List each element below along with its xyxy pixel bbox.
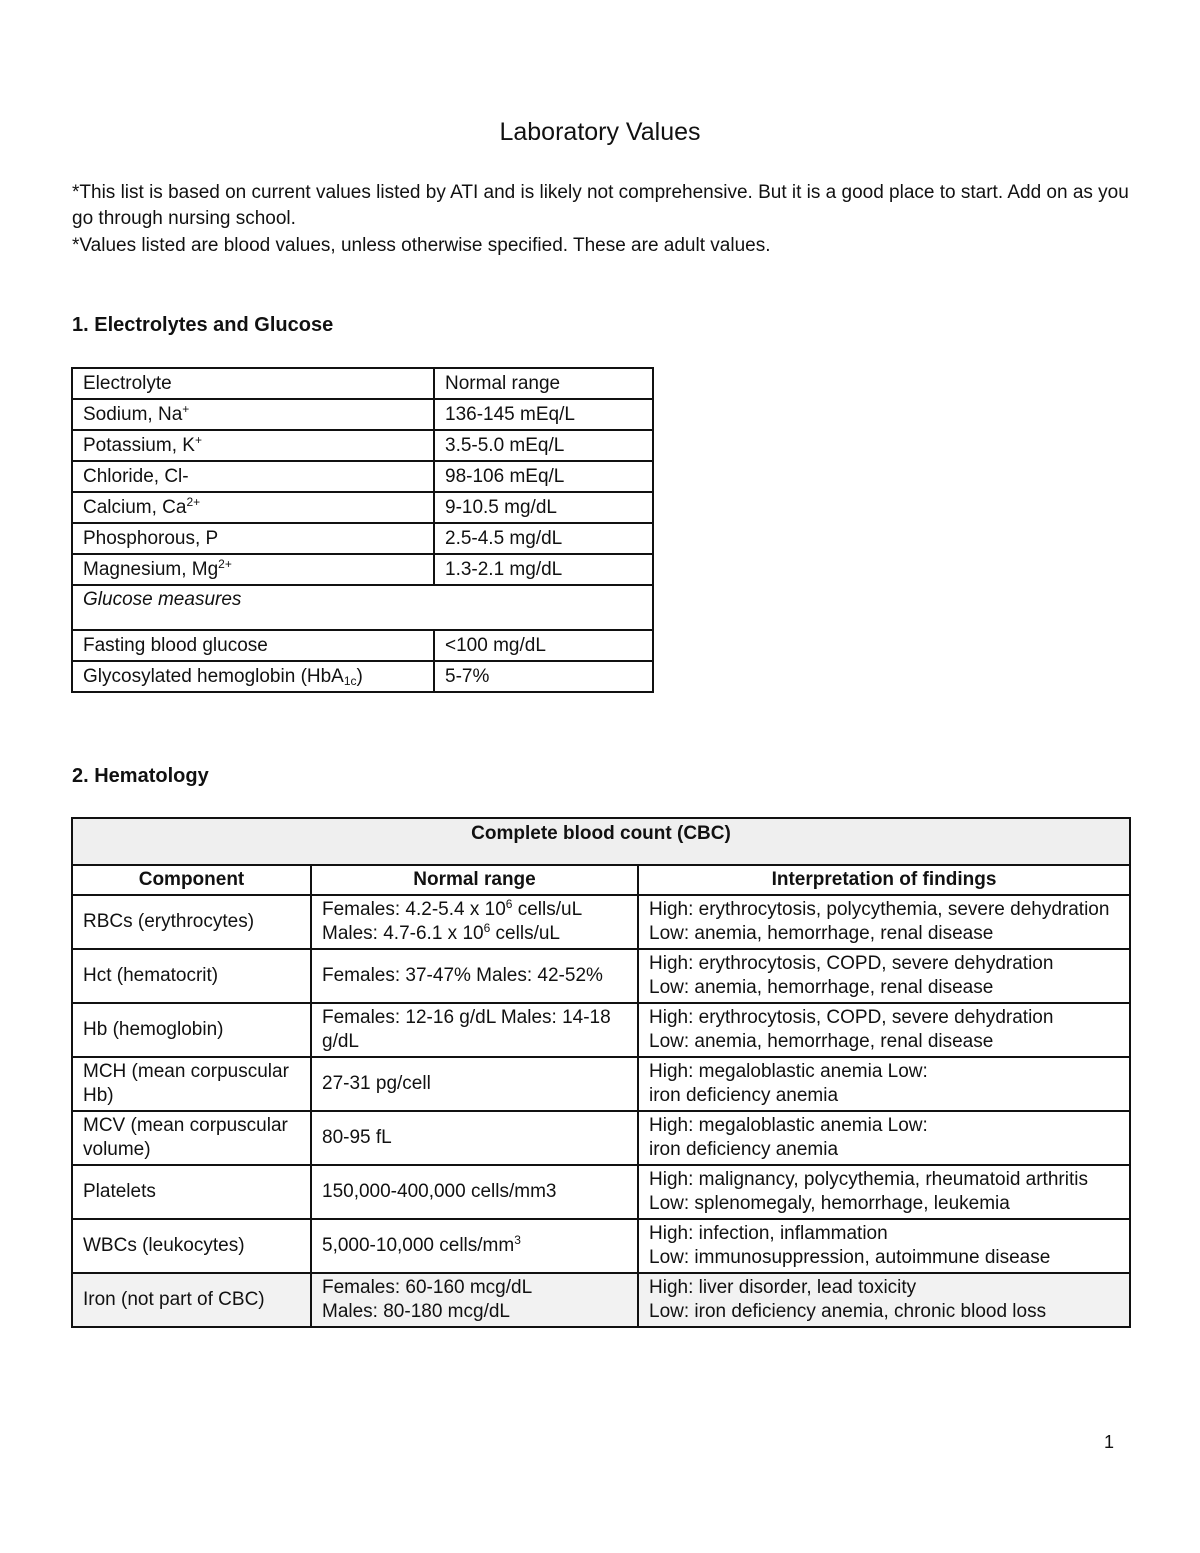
- table-row: [72, 554, 653, 585]
- note-blood-values: *Values listed are blood values, unless otherwise specified. These are adult values.: [72, 235, 771, 256]
- column-header: Normal range: [434, 368, 653, 399]
- normal-range: Females: 37-47% Males: 42-52%: [311, 949, 638, 1003]
- table-row: [72, 1273, 1130, 1327]
- component-name: Hb (hemoglobin): [72, 1003, 311, 1057]
- table-row: [72, 895, 1130, 949]
- normal-range: 1.3-2.1 mg/dL: [434, 554, 653, 585]
- table-row: [72, 399, 653, 430]
- page-title: Laboratory Values: [499, 118, 701, 146]
- table-row: [72, 1111, 1130, 1165]
- normal-range: 150,000-400,000 cells/mm3: [311, 1165, 638, 1219]
- normal-range: 9-10.5 mg/dL: [434, 492, 653, 523]
- column-header: Interpretation of findings: [638, 865, 1130, 895]
- interpretation: High: malignancy, polycythemia, rheumatoid arthritis Low: splenomegaly, hemorrhage, leukemia: [638, 1165, 1130, 1219]
- table-row: [72, 430, 653, 461]
- table-row: [72, 949, 1130, 1003]
- glucose-test-name: Fasting blood glucose: [72, 630, 434, 661]
- normal-range: 136-145 mEq/L: [434, 399, 653, 430]
- component-name: MCH (mean corpuscular Hb): [72, 1057, 311, 1111]
- table-row: [72, 661, 653, 692]
- normal-range: Females: 4.2-5.4 x $10^6$ cells/uL Males: 4.7-6.1 x $10^6$ cells/uL: [311, 895, 638, 949]
- normal-range: 5,000-10,000 cells/$mm^3$: [311, 1219, 638, 1273]
- glucose-test-name: Glycosylated hemoglobin (HbA$_{1c}$): [72, 661, 434, 692]
- interpretation: High: erythrocytosis, COPD, severe dehydration Low: anemia, hemorrhage, renal disease: [638, 949, 1130, 1003]
- section-heading-hematology: 2. Hematology: [72, 765, 209, 787]
- normal-range: 98-106 mEq/L: [434, 461, 653, 492]
- table-row: [72, 1003, 1130, 1057]
- normal-range: 27-31 pg/cell: [311, 1057, 638, 1111]
- note-ati: *This list is based on current values listed by ATI and is likely not comprehensive. But it is a good place to start. Add on as you go through nursing school.: [72, 182, 1129, 229]
- table-caption: Complete blood count (CBC): [72, 818, 1130, 865]
- hematology-table: [71, 817, 1131, 1328]
- electrolyte-name: Sodium, Na+: [72, 399, 434, 430]
- table-row: [72, 1057, 1130, 1111]
- normal-range: 80-95 fL: [311, 1111, 638, 1165]
- normal-range: Females: 60-160 mcg/dL Males: 80-180 mcg/dL: [311, 1273, 638, 1327]
- electrolyte-name: Potassium, K+: [72, 430, 434, 461]
- component-name: Iron (not part of CBC): [72, 1273, 311, 1327]
- normal-range: <100 mg/dL: [434, 630, 653, 661]
- section-heading-electrolytes: 1. Electrolytes and Glucose: [72, 314, 334, 336]
- electrolytes-table: [71, 367, 654, 693]
- table-row: [72, 630, 653, 661]
- table-row: [72, 1219, 1130, 1273]
- component-name: WBCs (leukocytes): [72, 1219, 311, 1273]
- column-header: Component: [72, 865, 311, 895]
- table-caption-row: [72, 818, 1130, 865]
- electrolyte-name: Chloride, Cl-: [72, 461, 434, 492]
- glucose-measures-label: Glucose measures: [72, 585, 653, 630]
- interpretation: High: infection, inflammation Low: immunosuppression, autoimmune disease: [638, 1219, 1130, 1273]
- interpretation: High: megaloblastic anemia Low: iron deficiency anemia: [638, 1057, 1130, 1111]
- table-header-row: [72, 865, 1130, 895]
- interpretation: High: erythrocytosis, COPD, severe dehydration Low: anemia, hemorrhage, renal disease: [638, 1003, 1130, 1057]
- electrolyte-name: Magnesium, $Mg^{2+}$: [72, 554, 434, 585]
- page-number: 1: [1104, 1432, 1115, 1452]
- column-header: Normal range: [311, 865, 638, 895]
- table-row: [72, 492, 653, 523]
- interpretation: High: megaloblastic anemia Low: iron deficiency anemia: [638, 1111, 1130, 1165]
- normal-range: 3.5-5.0 mEq/L: [434, 430, 653, 461]
- normal-range: 5-7%: [434, 661, 653, 692]
- table-row: [72, 523, 653, 554]
- component-name: Platelets: [72, 1165, 311, 1219]
- glucose-subheader-row: [72, 585, 653, 630]
- component-name: RBCs (erythrocytes): [72, 895, 311, 949]
- table-row: [72, 461, 653, 492]
- normal-range: Females: 12-16 g/dL Males: 14-18 g/dL: [311, 1003, 638, 1057]
- component-name: Hct (hematocrit): [72, 949, 311, 1003]
- normal-range: 2.5-4.5 mg/dL: [434, 523, 653, 554]
- interpretation: High: liver disorder, lead toxicity Low: iron deficiency anemia, chronic blood loss: [638, 1273, 1130, 1327]
- electrolyte-name: Calcium, $Ca^{2+}$: [72, 492, 434, 523]
- column-header: Electrolyte: [72, 368, 434, 399]
- electrolyte-name: Phosphorous, P: [72, 523, 434, 554]
- table-header-row: [72, 368, 653, 399]
- interpretation: High: erythrocytosis, polycythemia, severe dehydration Low: anemia, hemorrhage, renal disease: [638, 895, 1130, 949]
- component-name: MCV (mean corpuscular volume): [72, 1111, 311, 1165]
- table-row: [72, 1165, 1130, 1219]
